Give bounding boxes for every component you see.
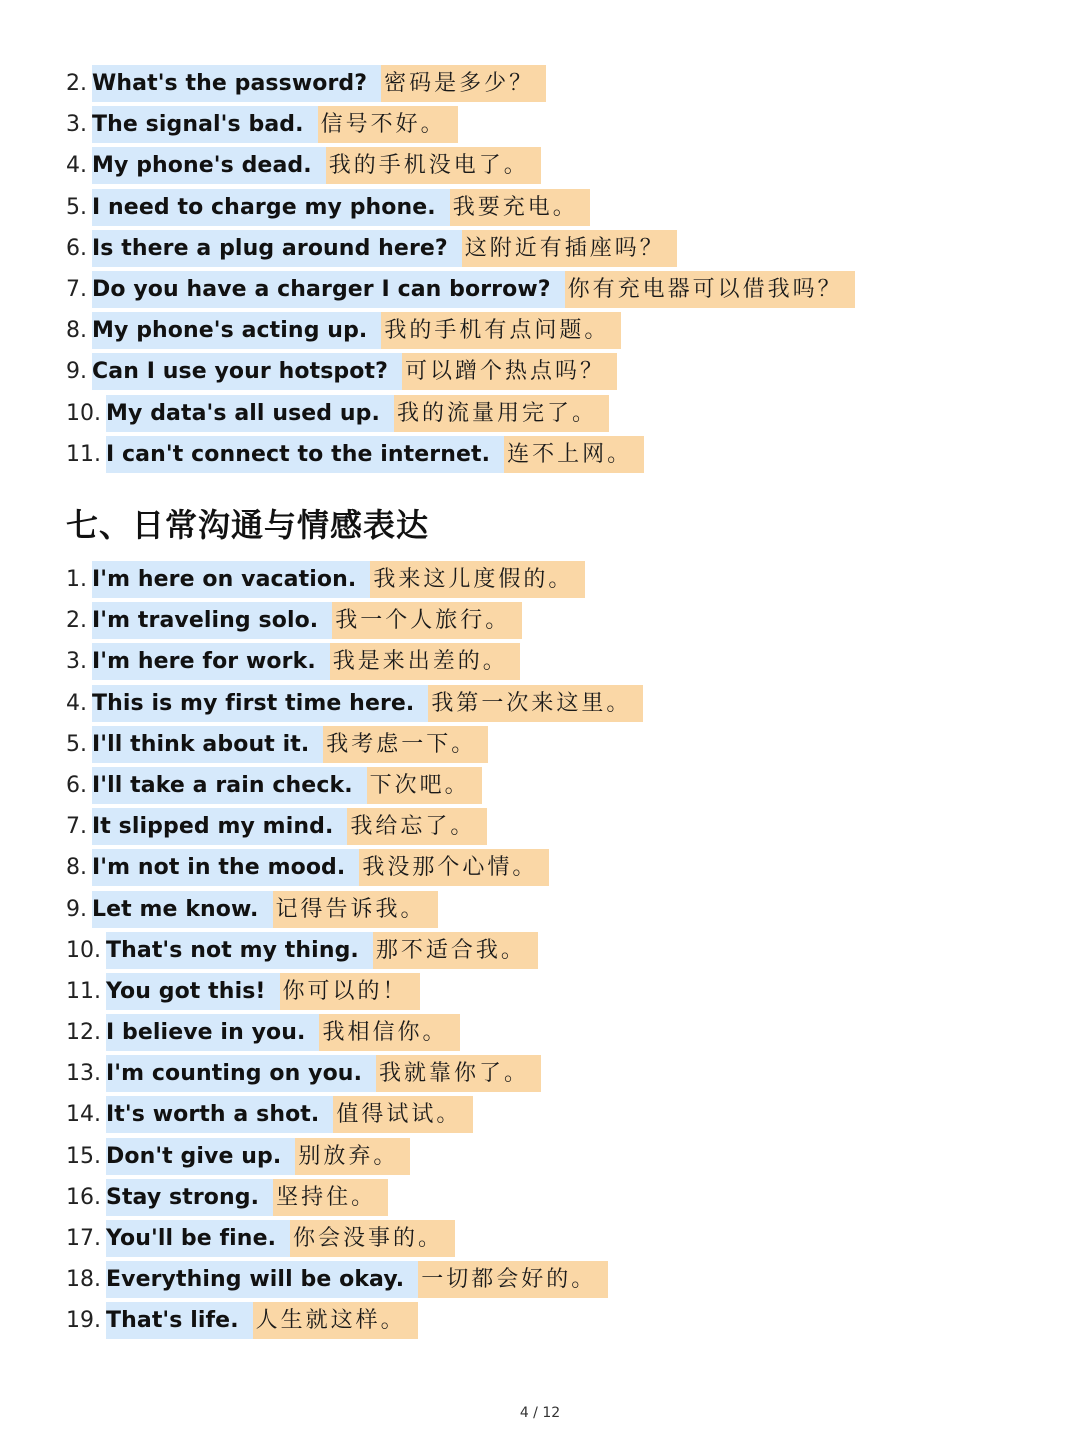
phrase-row xyxy=(66,726,643,763)
phrase-row xyxy=(66,106,855,143)
phrase-row xyxy=(66,849,643,886)
item-number: 6. xyxy=(66,772,87,798)
item-number: 18. xyxy=(66,1267,101,1293)
chinese-translation: 这附近有插座吗？ xyxy=(462,230,677,267)
phrase-row xyxy=(66,436,855,473)
chinese-translation: 我给忘了。 xyxy=(347,808,487,845)
phrase-row xyxy=(66,891,643,928)
chinese-translation: 我的手机没电了。 xyxy=(326,147,541,184)
item-number: 10. xyxy=(66,937,101,963)
item-number: 3. xyxy=(66,649,87,675)
english-phrase: I'm here on vacation. xyxy=(92,561,370,598)
english-phrase: What's the password? xyxy=(92,65,381,102)
item-number: 10. xyxy=(66,400,101,426)
chinese-translation: 你会没事的。 xyxy=(290,1220,455,1257)
english-phrase: You'll be fine. xyxy=(106,1220,290,1257)
english-phrase: I'm counting on you. xyxy=(106,1055,376,1092)
phrase-row xyxy=(66,1302,643,1339)
english-phrase: Everything will be okay. xyxy=(106,1261,418,1298)
english-phrase: You got this! xyxy=(106,973,280,1010)
item-number: 4. xyxy=(66,690,87,716)
english-phrase: Can I use your hotspot? xyxy=(92,353,402,390)
item-number: 14. xyxy=(66,1102,101,1128)
item-number: 17. xyxy=(66,1226,101,1251)
item-number: 19. xyxy=(66,1308,101,1334)
item-number: 9. xyxy=(66,896,87,922)
phrase-row xyxy=(66,602,643,639)
chinese-translation: 你有充电器可以借我吗？ xyxy=(565,271,855,308)
phrase-row xyxy=(66,147,855,184)
item-number: 7. xyxy=(66,814,87,840)
item-number: 13. xyxy=(66,1061,101,1087)
phrase-row xyxy=(66,1179,643,1216)
chinese-translation: 我要充电。 xyxy=(450,189,590,226)
chinese-translation: 我的手机有点问题。 xyxy=(381,312,621,349)
english-phrase: The signal's bad. xyxy=(92,106,318,143)
item-number: 9. xyxy=(66,359,87,385)
phrase-list-phone xyxy=(66,65,855,477)
chinese-translation: 你可以的！ xyxy=(280,973,420,1010)
phrase-row xyxy=(66,685,643,722)
phrase-row xyxy=(66,808,643,845)
phrase-row xyxy=(66,561,643,598)
chinese-translation: 我的流量用完了。 xyxy=(394,395,609,432)
phrase-row xyxy=(66,395,855,432)
page-number: 4 / 12 xyxy=(519,1405,561,1421)
phrase-row xyxy=(66,312,855,349)
chinese-translation: 下次吧。 xyxy=(367,767,482,804)
item-number: 5. xyxy=(66,194,87,220)
english-phrase: Let me know. xyxy=(92,891,273,928)
item-number: 2. xyxy=(66,608,87,634)
english-phrase: Do you have a charger I can borrow? xyxy=(92,271,565,308)
english-phrase: Is there a plug around here? xyxy=(92,230,462,267)
english-phrase: This is my first time here. xyxy=(92,685,428,722)
chinese-translation: 我第一次来这里。 xyxy=(428,685,643,722)
item-number: 4. xyxy=(66,153,87,179)
english-phrase: My data's all used up. xyxy=(106,395,394,432)
item-number: 12. xyxy=(66,1020,101,1046)
chinese-translation: 可以蹭个热点吗？ xyxy=(402,353,617,390)
chinese-translation: 我就靠你了。 xyxy=(376,1055,541,1092)
item-number: 8. xyxy=(66,855,87,881)
english-phrase: That's not my thing. xyxy=(106,932,373,969)
english-phrase: I believe in you. xyxy=(106,1014,319,1051)
item-number: 11. xyxy=(66,978,101,1004)
phrase-row xyxy=(66,1138,643,1175)
english-phrase: I'm not in the mood. xyxy=(92,849,359,886)
english-phrase: Stay strong. xyxy=(106,1179,273,1216)
english-phrase: I need to charge my phone. xyxy=(92,189,450,226)
chinese-translation: 连不上网。 xyxy=(504,436,644,473)
phrase-row xyxy=(66,767,643,804)
phrase-row xyxy=(66,189,855,226)
item-number: 5. xyxy=(66,731,87,757)
chinese-translation: 人生就这样。 xyxy=(253,1302,418,1339)
english-phrase: I'm traveling solo. xyxy=(92,602,332,639)
chinese-translation: 坚持住。 xyxy=(273,1179,388,1216)
phrase-row xyxy=(66,1096,643,1133)
english-phrase: My phone's acting up. xyxy=(92,312,381,349)
item-number: 6. xyxy=(66,235,87,261)
item-number: 7. xyxy=(66,276,87,302)
phrase-row xyxy=(66,643,643,680)
chinese-translation: 那不适合我。 xyxy=(373,932,538,969)
item-number: 1. xyxy=(66,567,87,592)
item-number: 15. xyxy=(66,1143,101,1169)
chinese-translation: 我考虑一下。 xyxy=(323,726,488,763)
english-phrase: It slipped my mind. xyxy=(92,808,347,845)
phrase-row xyxy=(66,1055,643,1092)
chinese-translation: 一切都会好的。 xyxy=(418,1261,608,1298)
phrase-row xyxy=(66,353,855,390)
english-phrase: It's worth a shot. xyxy=(106,1096,333,1133)
english-phrase: I'll think about it. xyxy=(92,726,323,763)
english-phrase: Don't give up. xyxy=(106,1138,295,1175)
chinese-translation: 我是来出差的。 xyxy=(330,643,520,680)
chinese-translation: 值得试试。 xyxy=(333,1096,473,1133)
item-number: 16. xyxy=(66,1184,101,1210)
phrase-row xyxy=(66,65,855,102)
phrase-row xyxy=(66,1261,643,1298)
english-phrase: I'll take a rain check. xyxy=(92,767,367,804)
item-number: 8. xyxy=(66,318,87,344)
section-title: 七、日常沟通与情感表达 xyxy=(66,506,430,544)
chinese-translation: 我来这儿度假的。 xyxy=(370,561,585,598)
phrase-row xyxy=(66,271,855,308)
english-phrase: I'm here for work. xyxy=(92,643,330,680)
item-number: 2. xyxy=(66,71,87,96)
phrase-row xyxy=(66,1220,643,1257)
phrase-row xyxy=(66,973,643,1010)
item-number: 11. xyxy=(66,441,101,467)
chinese-translation: 我相信你。 xyxy=(319,1014,459,1051)
phrase-row xyxy=(66,230,855,267)
chinese-translation: 别放弃。 xyxy=(295,1138,410,1175)
phrase-row xyxy=(66,1014,643,1051)
english-phrase: I can't connect to the internet. xyxy=(106,436,504,473)
chinese-translation: 我没那个心情。 xyxy=(359,849,549,886)
phrase-row xyxy=(66,932,643,969)
chinese-translation: 密码是多少？ xyxy=(381,65,546,102)
chinese-translation: 记得告诉我。 xyxy=(273,891,438,928)
chinese-translation: 我一个人旅行。 xyxy=(332,602,522,639)
chinese-translation: 信号不好。 xyxy=(318,106,458,143)
english-phrase: That's life. xyxy=(106,1302,253,1339)
phrase-list-daily-communication xyxy=(66,561,643,1344)
item-number: 3. xyxy=(66,112,87,138)
english-phrase: My phone's dead. xyxy=(92,147,326,184)
